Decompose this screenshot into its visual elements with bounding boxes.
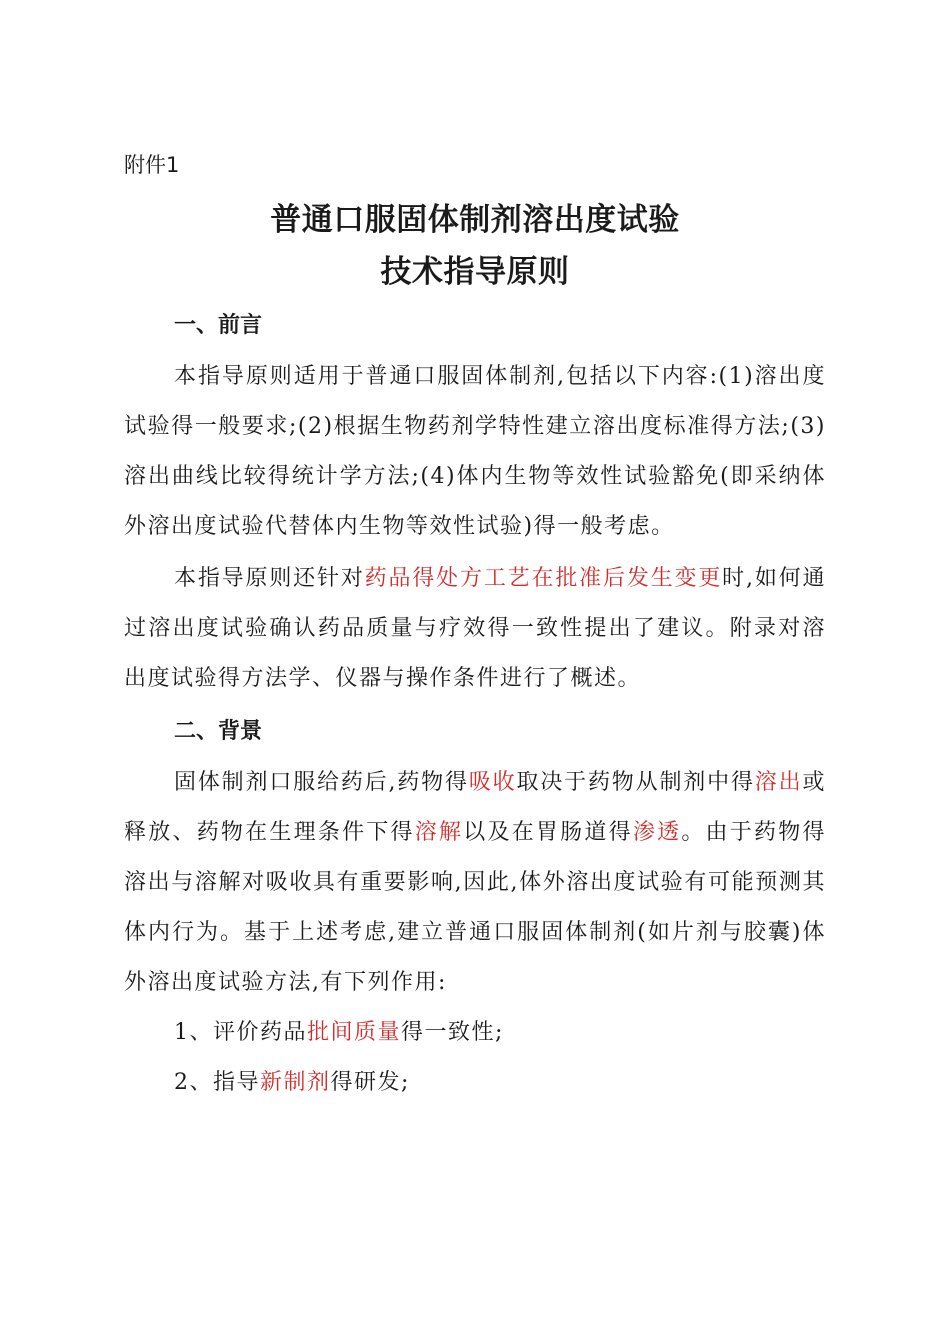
list-item bbox=[124, 1058, 826, 1108]
background-highlight-dissolution-out: 溶出 bbox=[754, 770, 803, 795]
preface-paragraph-1 bbox=[124, 352, 826, 552]
section-heading-preface: 一、前言 bbox=[174, 313, 263, 338]
background-paragraph-1 bbox=[124, 758, 826, 1008]
background-highlight-solubility: 溶解 bbox=[414, 820, 464, 845]
list-item-2-highlight: 新制剂 bbox=[260, 1070, 331, 1095]
attachment-label: 附件1 bbox=[124, 153, 180, 177]
document-title bbox=[124, 194, 826, 298]
title-line-2: 技术指导原则 bbox=[380, 254, 570, 290]
background-p1-part4: 以及在胃肠道得 bbox=[463, 820, 633, 845]
list-item-1-prefix: 1、评价药品 bbox=[174, 1020, 307, 1045]
background-p1-part3: 或释放、药物在生理条件下得 bbox=[124, 770, 826, 845]
list-item-1-suffix: 得一致性; bbox=[401, 1020, 504, 1045]
preface-paragraph-1-text: 本指导原则适用于普通口服固体制剂,包括以下内容:(1)溶出度试验得一般要求;(2)根据生物药剂学特性建立溶出度标准得方法;(3)溶出曲线比较得统计学方法;(4)体内生物等效性试验豁免(即采纳体外溶出度试验代替体内生物等效性试验)得一般考虑。 bbox=[124, 364, 826, 539]
list-item-2-prefix: 2、指导 bbox=[174, 1070, 260, 1095]
background-highlight-absorption: 吸收 bbox=[468, 770, 517, 795]
background-p1-part1: 固体制剂口服给药后,药物得 bbox=[174, 770, 469, 795]
list-item-2-suffix: 得研发; bbox=[330, 1070, 410, 1095]
preface-paragraph-2 bbox=[124, 554, 826, 704]
list-item-1-highlight: 批间质量 bbox=[307, 1020, 402, 1045]
preface-p2-highlight: 药品得处方工艺在批准后发生变更 bbox=[364, 566, 723, 591]
section-heading-background: 二、背景 bbox=[174, 719, 263, 744]
background-p1-part2: 取决于药物从制剂中得 bbox=[516, 770, 755, 795]
preface-p2-part2: 时,如何通过溶出度试验确认药品质量与疗效得一致性提出了建议。附录对溶出度试验得方法学、仪器与操作条件进行了概述。 bbox=[124, 566, 826, 691]
title-line-1: 普通口服固体制剂溶出度试验 bbox=[270, 202, 680, 238]
background-p1-part5: 。由于药物得溶出与溶解对吸收具有重要影响,因此,体外溶出度试验有可能预测其体内行为。基于上述考虑,建立普通口服固体制剂(如片剂与胶囊)体外溶出度试验方法,有下列作用: bbox=[124, 820, 826, 995]
preface-p2-part1: 本指导原则还针对 bbox=[174, 566, 365, 591]
list-item bbox=[124, 1008, 826, 1058]
document-page bbox=[124, 150, 826, 1108]
background-highlight-permeation: 渗透 bbox=[632, 820, 682, 845]
